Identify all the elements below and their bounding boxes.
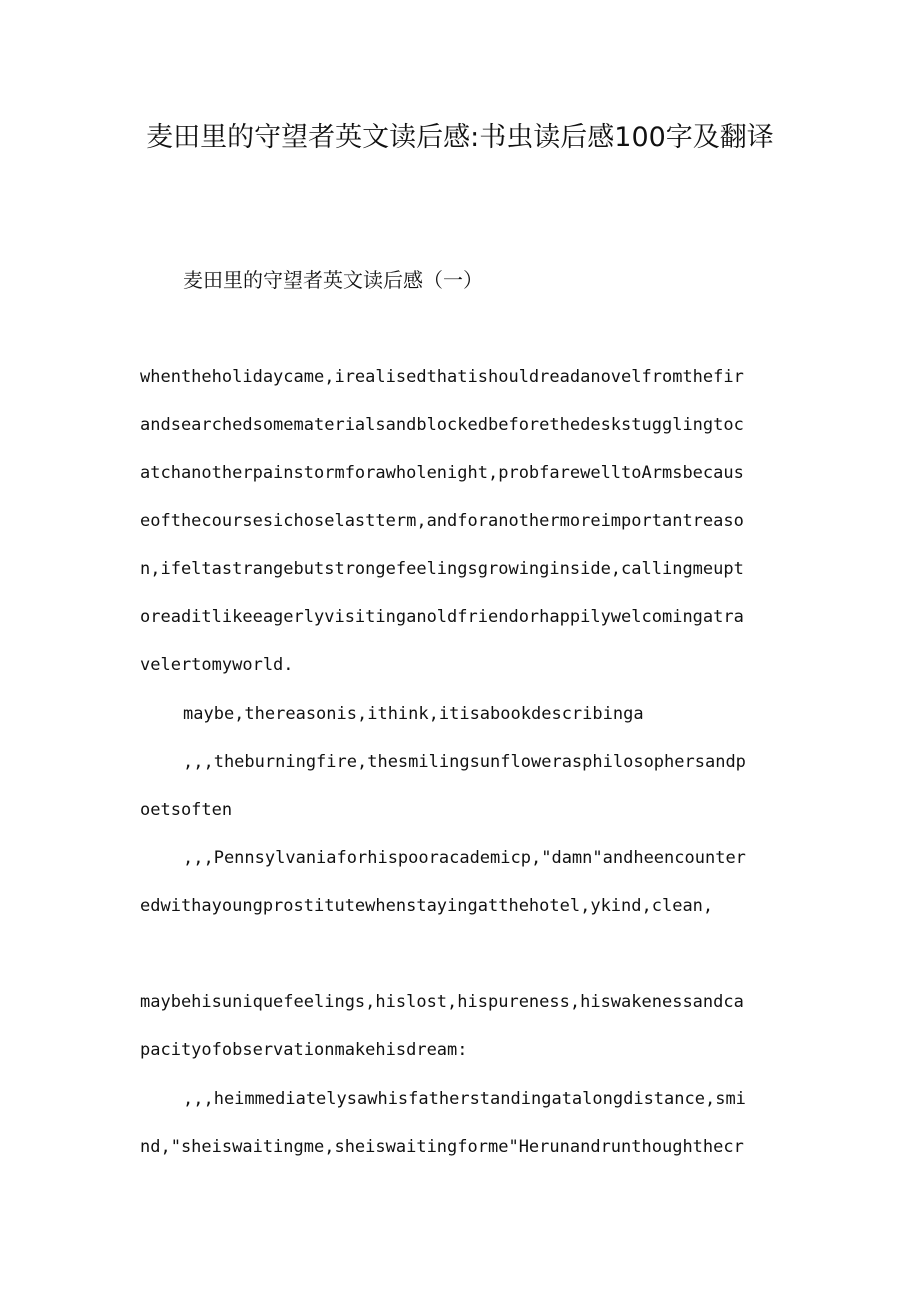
body-line: n,ifeltastrangebutstrongefeelingsgrowinginside,callingmeupt xyxy=(140,559,744,579)
body-line: velertomyworld. xyxy=(140,655,294,675)
body-line: whentheholidaycame,irealisedthatishouldreadanovelfromthefir xyxy=(140,367,744,387)
body-line: oetsoften xyxy=(140,800,233,820)
body-line: ,,,Pennsylvaniaforhispooracademicp,"damn"andheencounter xyxy=(183,848,746,868)
body-line: andsearchedsomematerialsandblockedbeforethedeskstugglingtoc xyxy=(140,415,744,435)
document-title: 麦田里的守望者英文读后感:书虫读后感100字及翻译 xyxy=(146,122,774,153)
body-line: edwithayoungprostitutewhenstayingatthehotel,ykind,clean, xyxy=(140,896,714,916)
body-line: ,,,heimmediatelysawhisfatherstandingatalongdistance,smi xyxy=(183,1089,746,1109)
body-line: ,,,theburningfire,thesmilingsunflowerasphilosophersandp xyxy=(183,752,746,772)
body-line: eofthecoursesichoselastterm,andforanothermoreimportantreaso xyxy=(140,511,744,531)
body-line: atchanotherpainstormforawholenight,probfarewelltoArmsbecaus xyxy=(140,463,744,483)
body-line: maybe,thereasonis,ithink,itisabookdescribinga xyxy=(183,704,644,724)
body-line: maybehisuniquefeelings,hislost,hispureness,hiswakenessandca xyxy=(140,992,744,1012)
section-heading: 麦田里的守望者英文读后感（一） xyxy=(183,268,483,292)
body-line: oreaditlikeeagerlyvisitinganoldfriendorhappilywelcomingatra xyxy=(140,607,744,627)
body-line: pacityofobservationmakehisdream: xyxy=(140,1040,468,1060)
body-line: nd,"sheiswaitingme,sheiswaitingforme"Herunandrunthoughthecr xyxy=(140,1137,744,1157)
